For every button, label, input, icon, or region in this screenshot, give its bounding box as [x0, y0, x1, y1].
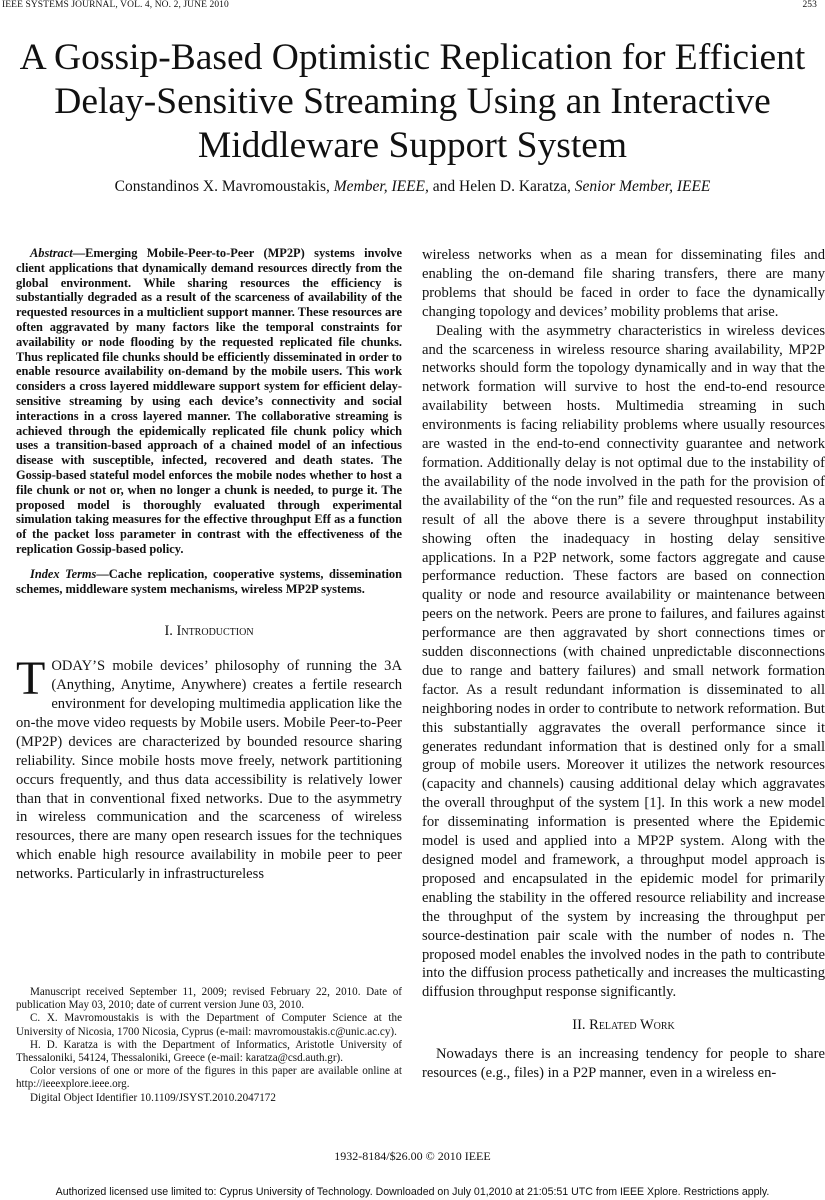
author-and: and — [432, 178, 456, 195]
abstract-text: —Emerging Mobile-Peer-to-Peer (MP2P) systems involve client applications that dynamically demand resources directly from the global environment. While sharing resources the efficiency is substantially degraded as a result of the scarceness of availability of the requested resources in a multiclient support manner. These resources are often aggravated by many factors like the temporal constraints for availability or node flooding by the requested replicated file chunks. Thus replicated file chunks should be efficiently disseminated in order to enable resource availability on-demand by the mobile users. This work considers a cross layered middleware support system for efficient delay-sensitive streaming by using each device’s connectivity and social interactions in a cross layered manner. The collaborative streaming is achieved through the epidemically replicated file chunk policy which uses a transition-based approach of a chained model of an infectious disease with susceptible, infected, recovered and death states. The Gossip-based stateful model enforces the mobile nodes whether to host a file chunk or not or, when no longer a chunk is needed, to purge it. The proposed model is thoroughly evaluated through experimental simulation taking measures for the effective throughput Eff as a function of the packet loss parameter in contrast with the effectiveness of the replication Gossip-based policy. — [16, 246, 402, 556]
abstract-label: Abstract — [30, 246, 73, 260]
author-1-role: Member, IEEE, — [333, 178, 429, 195]
footnote-color: Color versions of one or more of the figures in this paper are available online at http://ieeexplore.ieee.org. — [16, 1065, 402, 1091]
journal-name: IEEE SYSTEMS JOURNAL, VOL. 4, NO. 2, JUNE 2010 — [2, 0, 229, 10]
right-column — [422, 246, 825, 1083]
author-2: Helen D. Karatza, — [459, 178, 571, 195]
running-header — [0, 0, 825, 14]
copyright-line: 1932-8184/$26.00 © 2010 IEEE — [334, 1149, 491, 1163]
footnote-received: Manuscript received September 11, 2009; revised February 22, 2010. Date of publication May 03, 2010; date of current version June 03, 2010. — [16, 986, 402, 1012]
author-2-role: Senior Member, IEEE — [574, 178, 711, 195]
index-terms-text: —Cache replication, cooperative systems, dissemination schemes, middleware system mechanisms, wireless MP2P systems. — [16, 566, 402, 596]
index-terms-label: Index Terms — [30, 566, 97, 581]
intro-paragraph — [16, 652, 402, 884]
index-terms — [16, 567, 402, 597]
paper-title: A Gossip-Based Optimistic Replication for Efficient Delay-Sensitive Streaming Using an Interactive Middleware Support System — [19, 37, 806, 166]
footnotes — [16, 986, 402, 1105]
page-number: 253 — [802, 0, 817, 10]
right-paragraph-2: Dealing with the asymmetry characteristics in wireless devices and the scarceness in wireless resource sharing availability, MP2P networks should form the topology dynamically and in way that the network formation will survive to host the end-to-end resource availability between hosts. Multimedia streaming in such environments is facing reliability problems where usually resources are wasted in the end-to-end connectivity guarantee and network formation. Additionally delay is not optimal due to the instability of the availability of the node involved in the path for the provision of the availability of the “on the run” file and requested resources. As a result of all the above there is a severe throughput instability showing often the inadequacy in hosting delay sensitive applications. In a P2P network, some factors aggregate and cause performance reduction. These factors are based on connection quality or node and resource availability or maintenance between peers on the network. Peers are prone to failures, and failures against performance are then aggravated by short connections times or sudden disconnections (with chained unpredictable disconnections due to range and battery failures) and small network formation factor. As a result redundant information is disseminated to all neighboring nodes in order to contribute to network reformation. But this substantially aggravates the overall performance since it generates redundant information that is destined only for a small group of mobile users. Moreover it utilizes the network resources (capacity and channels) causing additional delay which aggravates the overall throughput of the system [1]. In this work a new model for disseminating information is presented where the Epidemic model is used and applied into a MP2P system. Along with the designed model and framework, a throughput model approach is proposed and encapsulated in the epidemic model for primarily enabling the stability in the offered resource reliability and increase the throughput of the system by increasing the throughput per source-destination pair scale with the number of nodes n. The proposed model enables the involved nodes in the path to contribute into the diffusion process pathetically and increases the multicasting diffusion throughput response significantly. — [422, 322, 825, 1001]
license-notice: Authorized licensed use limited to: Cyprus University of Technology. Downloaded on July 01,2010 at 21:05:51 UTC from IEEE Xplore. Restrictions apply. — [55, 1186, 770, 1198]
author-line — [0, 178, 825, 196]
abstract — [16, 246, 402, 557]
section-heading-introduction: I. Introduction — [164, 623, 254, 640]
left-column — [16, 246, 402, 884]
footnote-author-2: H. D. Karatza is with the Department of Informatics, Aristotle University of Thessaloniki, 54124, Thessaloniki, Greece (e-mail: karatza@csd.auth.gr). — [16, 1038, 402, 1065]
section-heading-related-work: II. Related Work — [572, 1017, 675, 1034]
right-paragraph-3: Nowadays there is an increasing tendency for people to share resources (e.g., files) in a P2P manner, even in a wireless en- — [422, 1046, 825, 1082]
author-1: Constandinos X. Mavromoustakis, — [114, 178, 330, 195]
footnote-author-1: C. X. Mavromoustakis is with the Department of Computer Science at the University of Nicosia, 1700 Nicosia, Cyprus (e-mail: mavromoustakis.c@unic.ac.cy). — [16, 1012, 402, 1038]
right-paragraph-1: wireless networks when as a mean for disseminating files and enabling the on-demand file sharing transfers, there are many problems that should be faced in order to face the dynamically changing topology and devices’ mobility problems that arise. — [422, 247, 825, 320]
intro-text: ODAY’S mobile devices’ philosophy of running the 3A (Anything, Anytime, Anywhere) creates a fertile research environment for developing multimedia application like the on-the move video requests by Mobile users. Mobile Peer-to-Peer (MP2P) devices are characterized by bounded resource sharing reliability. Since mobile hosts move freely, network partitioning occurs frequently, and thus data accessibility is relatively lower than that in conventional fixed networks. Due to the asymmetry in wireless communication and the scarceness of wireless resources, there are many open research issues for the techniques which enable high resource availability in mobile peer to peer networks. Particularly in infrastructureless — [16, 658, 402, 883]
footnote-doi: Digital Object Identifier 10.1109/JSYST.2010.2047172 — [30, 1091, 276, 1104]
drop-cap: T — [16, 652, 46, 706]
